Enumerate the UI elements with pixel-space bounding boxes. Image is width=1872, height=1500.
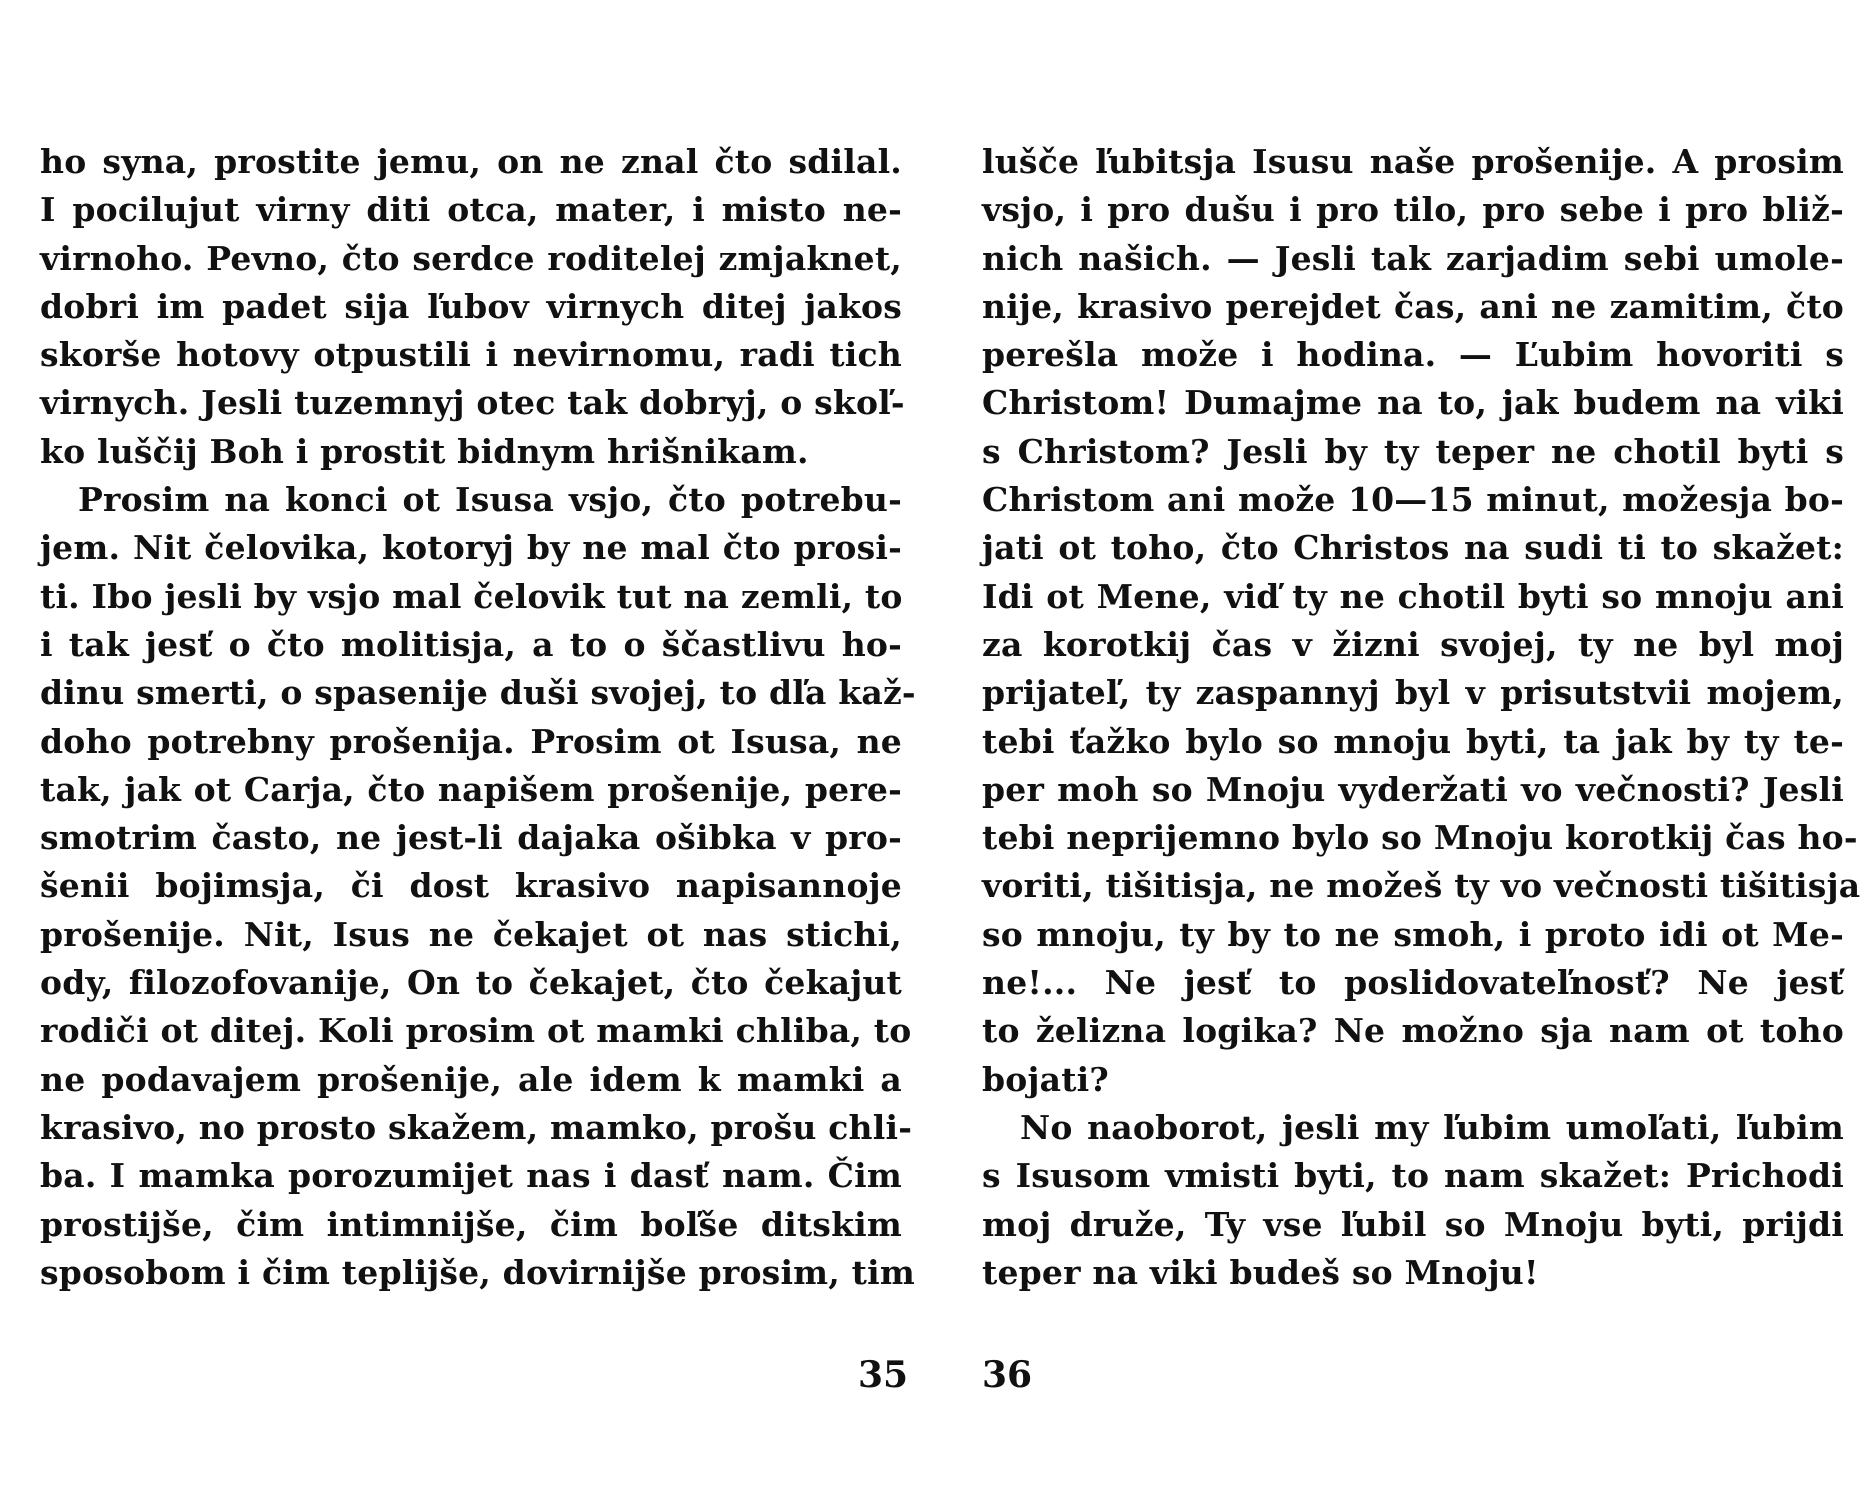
text-line: ba. I mamka porozumijet nas i dasť nam. Čim xyxy=(40,1156,902,1196)
left-page-text xyxy=(40,138,916,1297)
text-line: jem. Nit čelovika, kotoryj by ne mal čto prosi- xyxy=(40,528,902,568)
text-line: ho syna, prostite jemu, on ne znal čto sdilal. xyxy=(40,142,902,181)
page-number: 36 xyxy=(982,1354,1033,1396)
text-line: prostijše, čim intimnijše, čim boľše ditskim xyxy=(40,1204,902,1244)
text-line: I pocilujut virny diti otca, mater, i misto ne- xyxy=(40,190,902,230)
text-line: prijateľ, ty zaspannyj byl v prisutstvii mojem, xyxy=(982,673,1844,713)
text-line: prošenije. Nit, Isus ne čekajet ot nas stichi, xyxy=(40,914,902,954)
text-line: dobri im padet sija ľubov virnych ditej jakos xyxy=(40,286,902,326)
text-line: ody, filozofovanije, On to čekajet, čto čekajut xyxy=(40,963,902,1003)
text-line: bojati? xyxy=(982,1059,1109,1099)
page-number: 35 xyxy=(858,1354,909,1396)
text-line: ne podavajem prošenije, ale idem k mamki a xyxy=(40,1059,902,1099)
text-line: so mnoju, ty by to ne smoh, i proto idi ot Me- xyxy=(982,914,1844,954)
text-line: krasivo, no prosto skažem, mamko, prošu chli- xyxy=(40,1107,913,1147)
text-line: voriti, tišitisja, ne možeš ty vo večnosti tišitisja xyxy=(982,866,1861,906)
text-line: s Isusom vmisti byti, to nam skažet: Prichodi xyxy=(982,1156,1844,1196)
text-line: virnoho. Pevno, čto serdce roditelej zmjaknet, xyxy=(40,238,902,278)
text-line: i tak jesť o čto molitisja, a to o ščastlivu ho- xyxy=(40,624,902,664)
text-line: perešla može i hodina. — Ľubim hovoriti s xyxy=(982,335,1844,375)
text-line: Christom! Dumajme na to, jak budem na viki xyxy=(982,383,1844,423)
text-line: moj druže, Ty vse ľubil so Mnoju byti, prijdi xyxy=(982,1204,1844,1244)
text-line: za korotkij čas v žizni svojej, ty ne byl moj xyxy=(982,624,1844,664)
text-line: rodiči ot ditej. Koli prosim ot mamki chliba, to xyxy=(40,1011,912,1051)
text-line: per moh so Mnoju vyderžati vo večnosti? Jesli xyxy=(982,769,1844,809)
text-line: jati ot toho, čto Christos na sudi ti to skažet: xyxy=(982,528,1844,568)
text-line: dinu smerti, o spasenije duši svojej, to dľa kaž- xyxy=(40,673,916,713)
text-line: Prosim na konci ot Isusa vsjo, čto potrebu- xyxy=(78,480,902,520)
text-line: Christom ani može 10—15 minut, možesja bo- xyxy=(982,480,1844,520)
text-line: virnych. Jesli tuzemnyj otec tak dobryj, o skoľ- xyxy=(40,383,905,423)
text-line: s Christom? Jesli by ty teper ne chotil byti s xyxy=(982,431,1844,471)
text-line: šenii bojimsja, či dost krasivo napisannoje xyxy=(40,866,902,906)
text-line: nije, krasivo perejdet čas, ani ne zamitim, čto xyxy=(982,286,1844,326)
text-line: tebi neprijemno bylo so Mnoju korotkij čas ho- xyxy=(982,818,1858,858)
text-line: nich našich. — Jesli tak zarjadim sebi umole- xyxy=(982,238,1844,278)
text-line: ti. Ibo jesli by vsjo mal čelovik tut na zemli, to xyxy=(40,576,903,616)
text-line: sposobom i čim teplijše, dovirnijše prosim, tim xyxy=(40,1252,915,1292)
text-line: to želizna logika? Ne možno sja nam ot toho xyxy=(982,1011,1844,1051)
text-line: lušče ľubitsja Isusu naše prošenije. A prosim xyxy=(982,142,1844,181)
text-line: ko luščij Boh i prostit bidnym hrišnikam. xyxy=(40,431,809,471)
text-line: ne!... Ne jesť to poslidovateľnosť? Ne jesť xyxy=(982,963,1844,1003)
text-line: teper na viki budeš so Mnoju! xyxy=(982,1252,1539,1292)
right-page xyxy=(936,0,1872,1500)
text-line: doho potrebny prošenija. Prosim ot Isusa, ne xyxy=(40,721,902,761)
text-line: tebi ťažko bylo so mnoju byti, ta jak by ty te- xyxy=(982,721,1844,761)
text-line: No naoborot, jesli my ľubim umoľati, ľubim xyxy=(1020,1107,1844,1147)
text-line: skorše hotovy otpustili i nevirnomu, radi tich xyxy=(40,335,902,375)
text-line: tak, jak ot Carja, čto napišem prošenije, pere- xyxy=(40,769,902,809)
right-page-text xyxy=(982,138,1861,1297)
text-line: smotrim často, ne jest-li dajaka ošibka v pro- xyxy=(40,818,902,858)
text-line: vsjo, i pro dušu i pro tilo, pro sebe i pro bliž- xyxy=(982,190,1844,230)
text-line: Idi ot Mene, viď ty ne chotil byti so mnoju ani xyxy=(982,576,1844,616)
